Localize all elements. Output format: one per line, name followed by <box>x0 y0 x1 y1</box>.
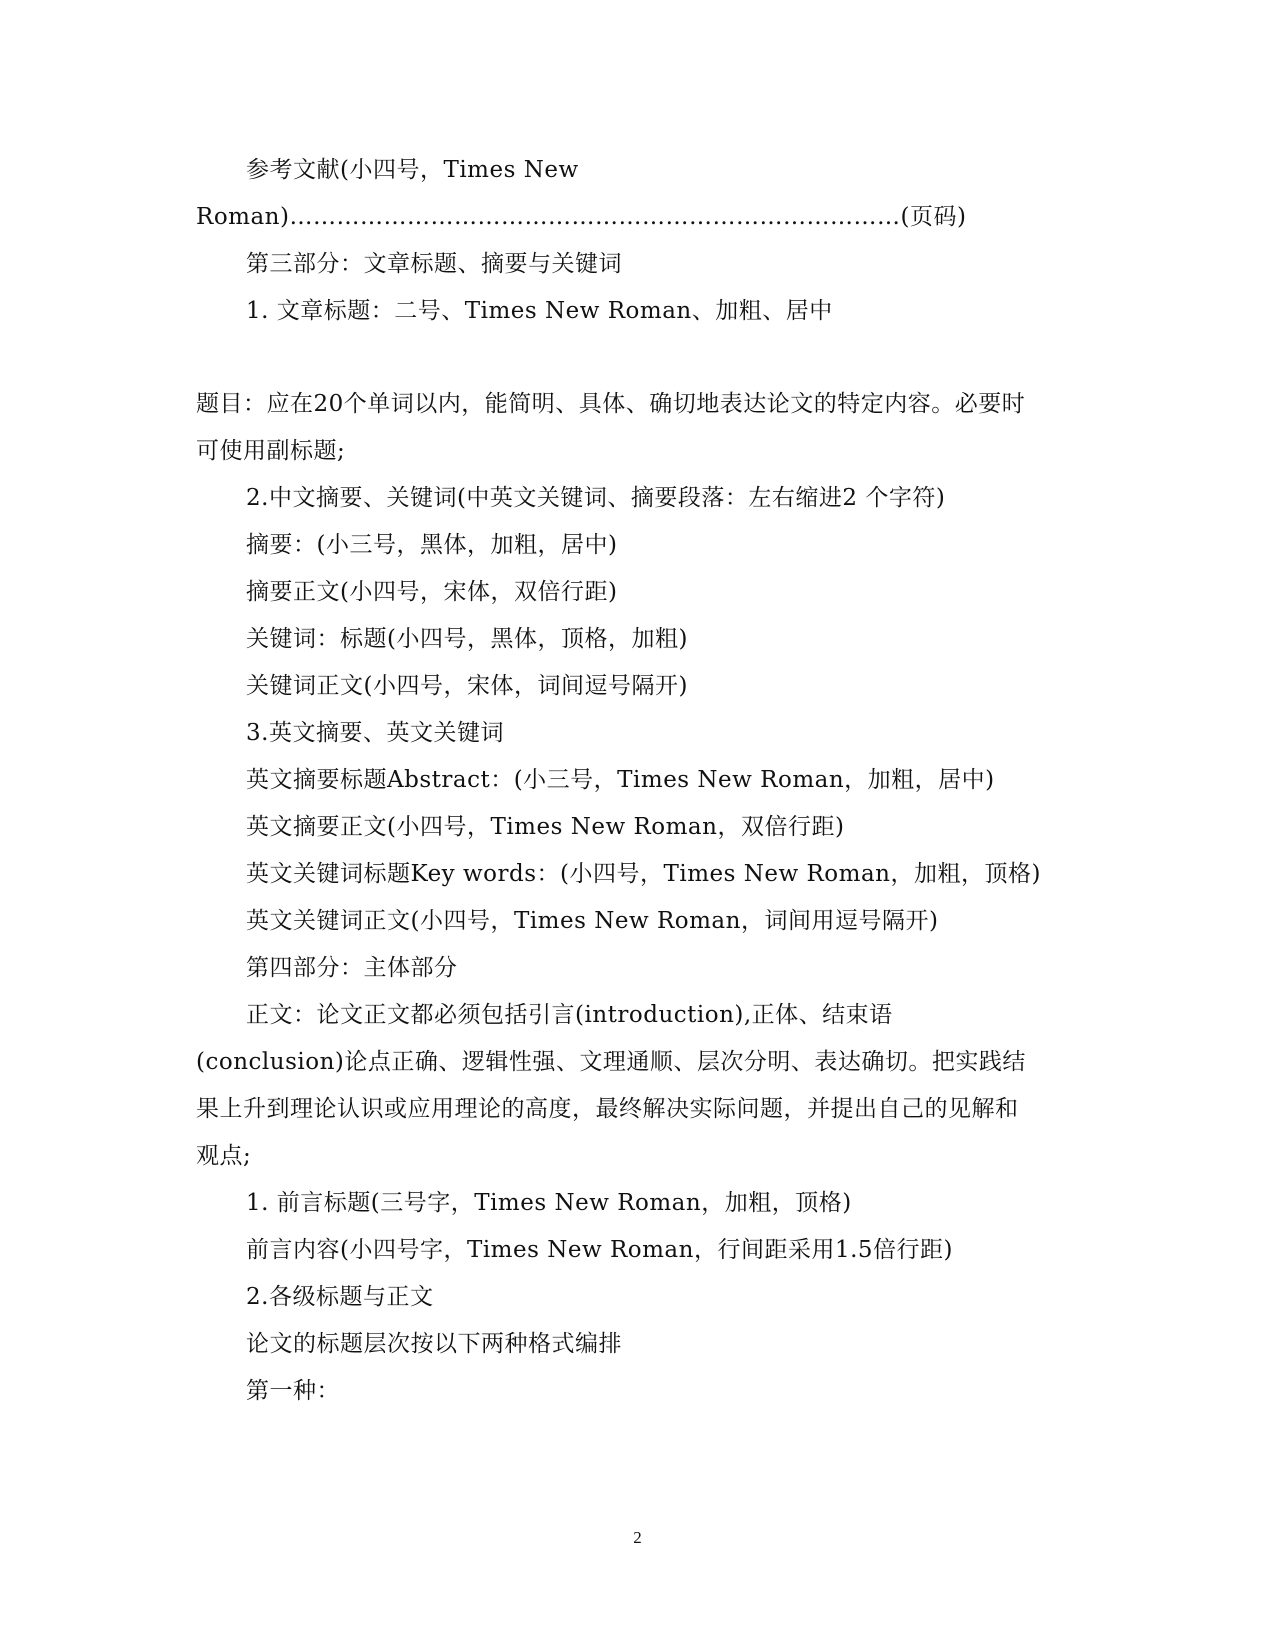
section-heading: 第三部分：文章标题、摘要与关键词 <box>246 251 622 277</box>
page-number: 2 <box>633 1528 642 1547</box>
text-line: 英文摘要标题Abstract：(小三号，Times New Roman，加粗，居中) <box>246 767 995 793</box>
text-line: 第一种： <box>246 1378 340 1404</box>
text-line: 参考文献(小四号，Times New <box>246 157 579 183</box>
section-heading: 第四部分：主体部分 <box>246 955 458 981</box>
text-line: 3.英文摘要、英文关键词 <box>246 720 504 746</box>
text-line: 果上升到理论认识或应用理论的高度，最终解决实际问题，并提出自己的见解和 <box>196 1096 1019 1122</box>
text-line: 前言内容(小四号字，Times New Roman，行间距采用1.5倍行距) <box>246 1237 953 1263</box>
text-line: 题目：应在20个单词以内，能简明、具体、确切地表达论文的特定内容。必要时 <box>196 391 1026 417</box>
text-line: 关键词：标题(小四号，黑体，顶格，加粗) <box>246 626 688 652</box>
text-line: 摘要：(小三号，黑体，加粗，居中) <box>246 532 618 558</box>
text-line: Roman)……………………………………………………………………(页码) <box>196 204 967 230</box>
text-line: 观点; <box>196 1143 252 1169</box>
text-line: 可使用副标题; <box>196 438 346 464</box>
text-line: (conclusion)论点正确、逻辑性强、文理通顺、层次分明、表达确切。把实践结 <box>196 1049 1026 1075</box>
text-line: 2.中文摘要、关键词(中英文关键词、摘要段落：左右缩进2 个字符) <box>246 485 946 511</box>
text-line: 关键词正文(小四号，宋体，词间逗号隔开) <box>246 673 688 699</box>
text-line: 1. 文章标题：二号、Times New Roman、加粗、居中 <box>246 298 833 324</box>
text-line: 2.各级标题与正文 <box>246 1284 434 1310</box>
text-line: 英文摘要正文(小四号，Times New Roman，双倍行距) <box>246 814 845 840</box>
text-line: 论文的标题层次按以下两种格式编排 <box>246 1331 622 1357</box>
text-line: 摘要正文(小四号，宋体，双倍行距) <box>246 579 618 605</box>
text-line: 英文关键词正文(小四号，Times New Roman，词间用逗号隔开) <box>246 908 939 934</box>
text-line: 1. 前言标题(三号字，Times New Roman，加粗，顶格) <box>246 1190 852 1216</box>
text-line: 英文关键词标题Key words：(小四号，Times New Roman，加粗，顶格) <box>246 861 1041 887</box>
text-line: 正文：论文正文都必须包括引言(introduction),正体、结束语 <box>246 1002 893 1028</box>
